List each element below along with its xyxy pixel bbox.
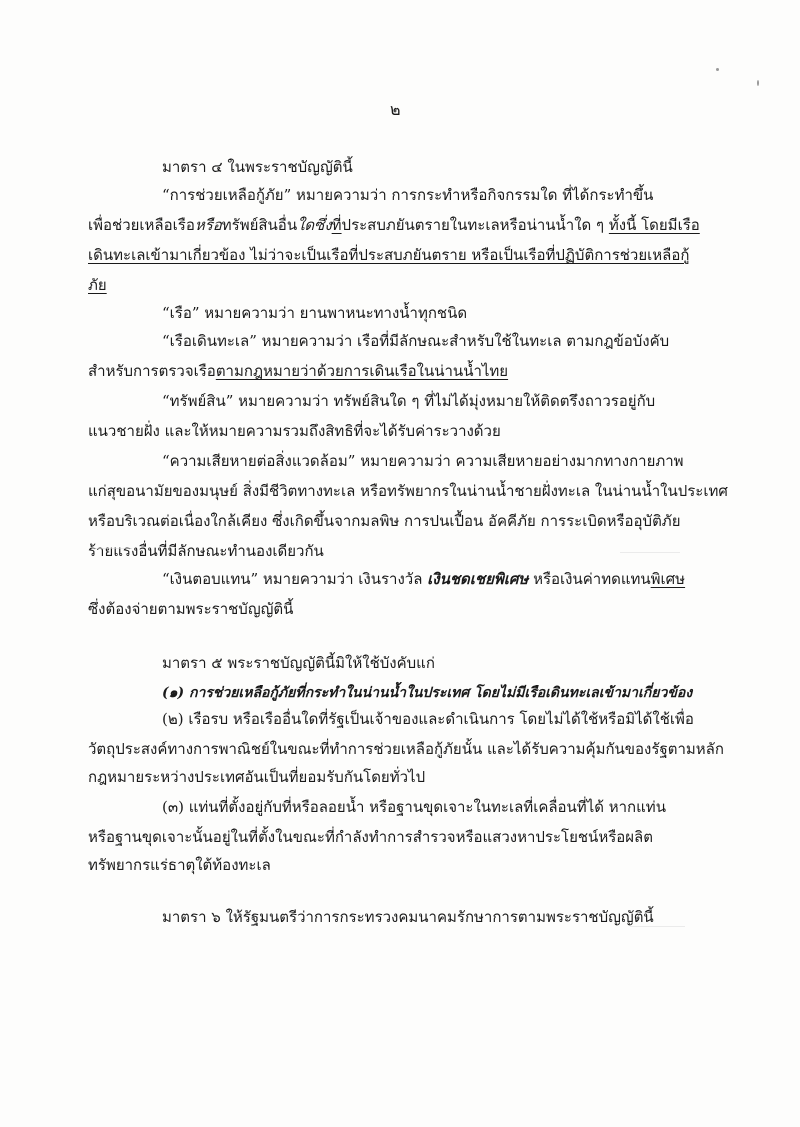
- text-segment: ตามกฎหมายว่าด้วยการเดินเรือในน่านน้ำไทย: [215, 362, 509, 380]
- text-segment: (๓) แท่นที่ตั้งอยู่กับที่หรือลอยน้ำ หรือฐานขุดเจาะในทะเลที่เคลื่อนที่ได้ หากแท่น: [162, 798, 666, 816]
- section-5-item-2-cont-2: [88, 766, 425, 788]
- definition-property: [162, 390, 655, 412]
- definition-salvage-cont-1: [88, 214, 700, 236]
- section-5-heading: [162, 652, 435, 674]
- text-segment: ใดซึ่ง: [297, 216, 332, 234]
- scan-speck: [716, 68, 719, 71]
- text-segment: “เรือเดินทะเล” หมายความว่า เรือที่มีลักษณะสำหรับใช้ในทะเล ตามกฎข้อบังคับ: [162, 332, 670, 350]
- bleed-through-mark: [630, 926, 685, 937]
- definition-payment-cont: [88, 598, 293, 620]
- text-segment: ภัย: [88, 276, 107, 294]
- section-5-item-3: [162, 796, 666, 818]
- text-segment: หรือบริเวณต่อเนื่องใกล้เคียง ซึ่งเกิดขึ้นจากมลพิษ การปนเปื้อน อัคคีภัย การระเบิดหรืออุบัติภัย: [88, 512, 681, 530]
- text-segment: วัตถุประสงค์ทางการพาณิชย์ในขณะที่ทำการช่วยเหลือกู้ภัยนั้น และได้รับความคุ้มกันของรัฐตามหลัก: [88, 740, 724, 758]
- section-5-item-1: [162, 682, 692, 704]
- text-segment: ทั้งนี้ โดยมีเรือ: [608, 216, 700, 234]
- section-5-item-3-cont-1: [88, 826, 653, 848]
- definition-environmental-damage-cont-2: [88, 510, 681, 532]
- page-number: ๒: [390, 100, 401, 119]
- definition-environmental-damage: [162, 450, 684, 472]
- text-segment: (๑) การช่วยเหลือกู้ภัยที่กระทำในน่านน้ำในประเทศ โดยไม่มีเรือเดินทะเลเข้ามาเกี่ยวข้อง: [162, 685, 693, 701]
- section-5-item-2: [162, 708, 694, 730]
- definition-property-cont: [88, 420, 501, 442]
- text-segment: ประสบภยันตรายในทะเลหรือน่านน้ำใด ๆ: [341, 216, 609, 234]
- definition-seagoing-vessel-cont: [88, 360, 508, 382]
- text-segment: กฎหมายระหว่างประเทศอันเป็นที่ยอมรับกันโดยทั่วไป: [88, 768, 426, 786]
- text-segment: พิเศษ: [650, 570, 686, 588]
- section-5-item-3-cont-2: [88, 854, 271, 876]
- definition-vessel: [162, 302, 467, 324]
- text-segment: แนวชายฝั่ง และให้หมายความรวมถึงสิทธิที่จะได้รับค่าระวางด้วย: [88, 422, 501, 440]
- section-5-item-2-cont-1: [88, 738, 724, 760]
- text-segment: ทรัพย์สินอื่น: [221, 216, 298, 234]
- text-segment: (๒) เรือรบ หรือเรืออื่นใดที่รัฐเป็นเจ้าของและดำเนินการ โดยไม่ได้ใช้หรือมิได้ใช้เพื่อ: [162, 710, 694, 728]
- bleed-through-mark: [620, 552, 680, 563]
- text-segment: มาตรา ๔ ในพระราชบัญญัตินี้: [162, 158, 353, 176]
- definition-salvage-cont-2: [88, 244, 689, 266]
- definition-payment: [162, 568, 685, 590]
- text-segment: เพื่อช่วยเหลือเรือ: [88, 216, 195, 234]
- text-segment: “ความเสียหายต่อสิ่งแวดล้อม” หมายความว่า ความเสียหายอย่างมากทางกายภาพ: [162, 452, 684, 470]
- text-segment: หรือฐานขุดเจาะนั้นอยู่ในที่ตั้งในขณะที่กำลังทำการสำรวจหรือแสวงหาประโยชน์หรือผลิต: [88, 828, 653, 846]
- text-segment: หรือเงินค่าทดแทน: [528, 570, 651, 588]
- section-4-heading: [162, 156, 353, 178]
- text-segment: “การช่วยเหลือกู้ภัย” หมายความว่า การกระทำหรือกิจกรรมใด ที่ได้กระทำขึ้น: [162, 186, 654, 204]
- text-segment: หรือ: [194, 216, 222, 234]
- text-segment: สำหรับการตรวจเรือ: [88, 362, 216, 380]
- text-segment: ที่: [331, 216, 342, 234]
- text-segment: “ทรัพย์สิน” หมายความว่า ทรัพย์สินใด ๆ ที่ไม่ได้มุ่งหมายให้ติดตรึงถาวรอยู่กับ: [162, 392, 656, 410]
- text-segment: เดินทะเลเข้ามาเกี่ยวข้อง ไม่ว่าจะเป็นเรือที่ประสบภยันตราย หรือเป็นเรือที่ปฏิบัติการช่วยเหลือกู้: [88, 246, 690, 264]
- definition-salvage-cont-3: [88, 274, 107, 296]
- text-segment: มาตรา ๕ พระราชบัญญัตินี้มิให้ใช้บังคับแก่: [162, 654, 435, 672]
- text-segment: เงินชดเชยพิเศษ: [427, 570, 529, 588]
- text-segment: ทรัพยากรแร่ธาตุใต้ท้องทะเล: [88, 856, 271, 874]
- text-segment: ซึ่งต้องจ่ายตามพระราชบัญญัตินี้: [88, 600, 294, 618]
- text-segment: “เงินตอบแทน” หมายความว่า เงินรางวัล: [162, 570, 428, 588]
- section-6: [162, 906, 654, 928]
- text-segment: แก่สุขอนามัยของมนุษย์ สิ่งมีชีวิตทางทะเล หรือทรัพยากรในน่านน้ำชายฝั่งทะเล ในน่านน้ำในประเทศ: [88, 482, 728, 500]
- text-segment: “เรือ” หมายความว่า ยานพาหนะทางน้ำทุกชนิด: [162, 304, 468, 322]
- definition-salvage: [162, 184, 653, 206]
- text-segment: ร้ายแรงอื่นที่มีลักษณะทำนองเดียวกัน: [88, 542, 324, 560]
- text-segment: มาตรา ๖ ให้รัฐมนตรีว่าการกระทรวงคมนาคมรักษาการตามพระราชบัญญัตินี้: [162, 908, 654, 926]
- bleed-through-mark: [92, 548, 132, 559]
- definition-seagoing-vessel: [162, 330, 669, 352]
- scan-speck: [757, 80, 759, 86]
- definition-environmental-damage-cont-1: [88, 480, 728, 502]
